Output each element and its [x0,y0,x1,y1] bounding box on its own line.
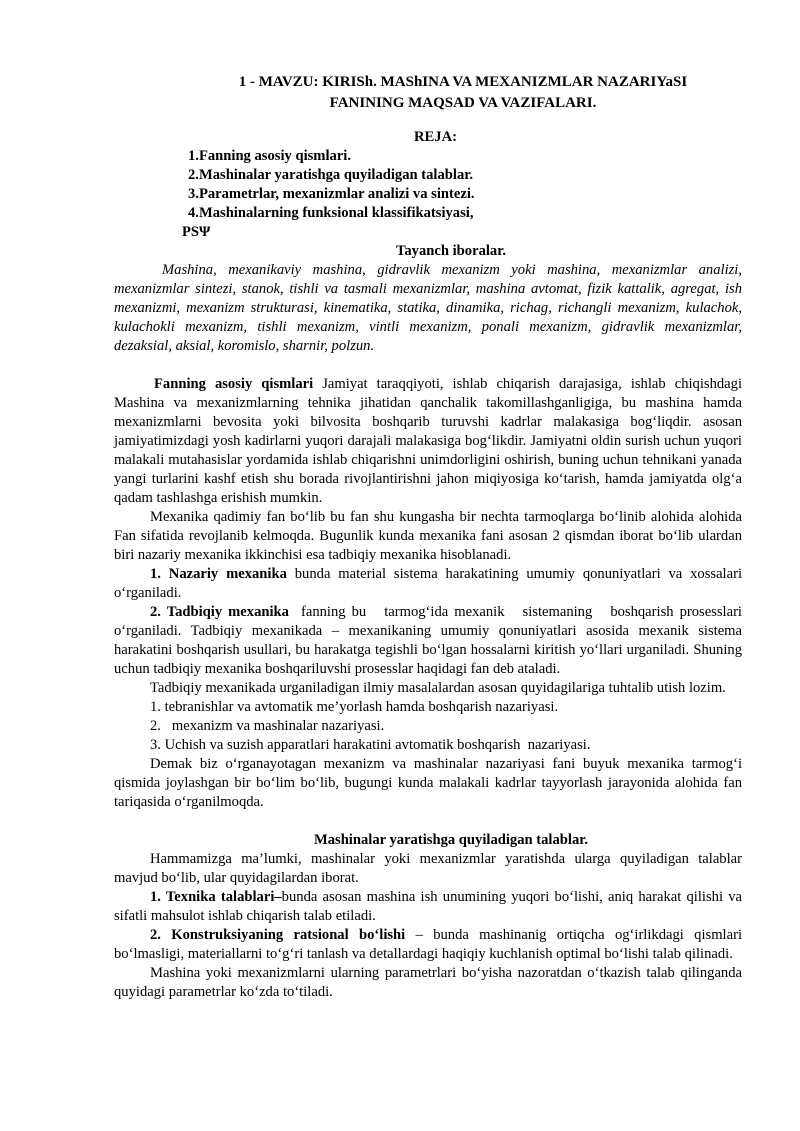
paragraph-body: bunda material sistema harakatining umumiy qonuniyatlari va xossalari o‘rganiladi. [114,566,742,601]
paragraph-body: fanning bu tarmog‘ida mexanik sistemaning boshqarish prosesslari o‘rganiladi. Tadbiqiy mexanikada – mexanikaning umumiy qonuniyatlari asosida mexanik sistema harakatini boshqarish usullari, bu harakatga tegishli bo‘lgan hossalarni kiritish yo‘llari urganiladi. Shuning uchun tadbiqiy mexanika boshqariluvshi prosesslar haqidagi fan deb ataladi. [114,604,746,677]
paragraph-lead: Fanning asosiy qismlari [154,376,314,392]
list-item: 1. tebranishlar va avtomatik me’yorlash hamda boshqarish nazariyasi. [150,699,559,715]
paragraph-body: bunda asosan mashina ish unumining yuqori bo‘lishi, aniq harakat qilishi va sifatli mahsulot ishlab chiqarish talab etiladi. [114,889,742,924]
paragraph-lead: 1. Texnika talablari– [150,889,282,905]
paragraph: Hammamizga ma’lumki, mashinalar yoki mexanizmlar yaratishda ularga quyiladigan talablar mavjud bo‘lib, ular quyidagilardan iborat. [114,851,742,886]
list-item: 2. mexanizm va mashinalar nazariyasi. [150,718,385,734]
paragraph-body: Jamiyat taraqqiyoti, ishlab chiqarish darajasiga, ishlab chiqishdagi Mashina va mexanizmlarning tehnika jihatidan qanchalik takomillashganligiga, bu mashina hamda mexanizmlarni bevosita yoki bilvosita boshqarib turuvshi kadrlar malakasiga bog‘liqdir. asosan jamiyatimizdagi yosh kadirlarni yuqori darajali malakasiga bog‘likdir. Jamiyatni oldin surish uchun yuqori malakali mutahasislar yordamida ishlab chiqarishni unimdorligini oshirish, buning uchun tehnikani yanada yangi turlarini kashf etish shu borada rivojlantirishni jahon miqiyosiga ko‘tarish, hamda jamiyatda olg‘a qadam tashlashga erishish mumkin. [114,376,742,506]
section-heading: Mashinalar yaratishga quyiladigan talablar. [313,832,589,848]
plan-item: 1.Fanning asosiy qismlari. [188,148,351,164]
plan-item-continuation: PSΨ [182,224,211,240]
paragraph: Mashina yoki mexanizmlarni ularning parametrlari bo‘yisha nazoratdan o‘tkazish talab qilinganda quyidagi parametrlar ko‘zda to‘tiladi. [114,965,742,1000]
paragraph [114,603,746,679]
paragraph [114,375,742,508]
list-item: 3. Uchish va suzish apparatlari harakatini avtomatik boshqarish nazariyasi. [150,737,591,753]
keywords-heading: Tayanch iboralar. [395,243,507,259]
plan-item: 4.Mashinalarning funksional klassifikatsiyasi, [188,205,474,221]
title-line-1: 1 - MAVZU: KIRISh. MAShINA VA MEXANIZMLAR NAZARIYaSI [238,74,688,90]
paragraph [114,888,742,926]
paragraph-lead: 2. Tadbiqiy mexanika [150,604,289,620]
plan-item: 3.Parametrlar, mexanizmlar analizi va sintezi. [188,186,475,202]
paragraph-lead: 1. Nazariy mexanika [150,566,287,582]
keywords-text: Mashina, mexanikaviy mashina, gidravlik mexanizm yoki mashina, mexanizmlar analizi, mexanizmlar sintezi, stanok, tishli va tasmali mexanizmlar, mashina avtomat, fizik kattalik, agregat, ish mexanizmi, mexanizm strukturasi, kinematika, statika, dinamika, richag, richangli mexanizm, kulachok, kulachokli mexanizm, tishli mexanizm, vintli mexanizm, ponali mexanizm, gidravlik mexanizmlar, dezaksial, aksial, koromislo, sharnir, polzun. [114,262,742,354]
paragraph [114,565,742,603]
paragraph-lead: 2. Konstruksiyaning ratsional bo‘lishi [150,927,406,943]
plan-list [114,147,742,242]
plan-item: 2.Mashinalar yaratishga quyiladigan talablar. [188,167,474,183]
document-page [114,72,746,1002]
paragraph: Demak biz o‘rganayotagan mexanizm va mashinalar nazariyasi fani buyuk mexanika tarmog‘i qismida joylashgan bir bo‘lim bo‘lib, bugungi kunda malakali kadrlar tayyorlash jarayonida alohida fan tariqasida o‘rganilmoqda. [114,756,742,810]
paragraph: Mexanika qadimiy fan bo‘lib bu fan shu kungasha bir nechta tarmoqlarga bo‘linib alohida alohida Fan sifatida revojlanib kelmoqda. Bugunlik kunda mexanika fani asosan 2 qismdan iborat bo‘lib ulardan biri nazariy mexanika ikkinchisi esa tadbiqiy mexanika hisoblanadi. [114,509,742,563]
paragraph [114,926,742,964]
document-title [184,72,742,114]
paragraph: Tadbiqiy mexanikada urganiladigan ilmiy masalalardan asosan quyidagilariga tuhtalib utish lozim. [150,680,726,696]
paragraph-body: – bunda mashinanig ortiqcha og‘irlikdagi qismlari bo‘lmasligi, materiallarni to‘g‘ri tanlash va detallardagi haqiqiy kuchlanish optimal bo‘lishi talab qilinadi. [114,927,742,962]
title-line-2: FANINING MAQSAD VA VAZIFALARI. [329,95,597,111]
plan-heading: REJA: [414,129,457,145]
